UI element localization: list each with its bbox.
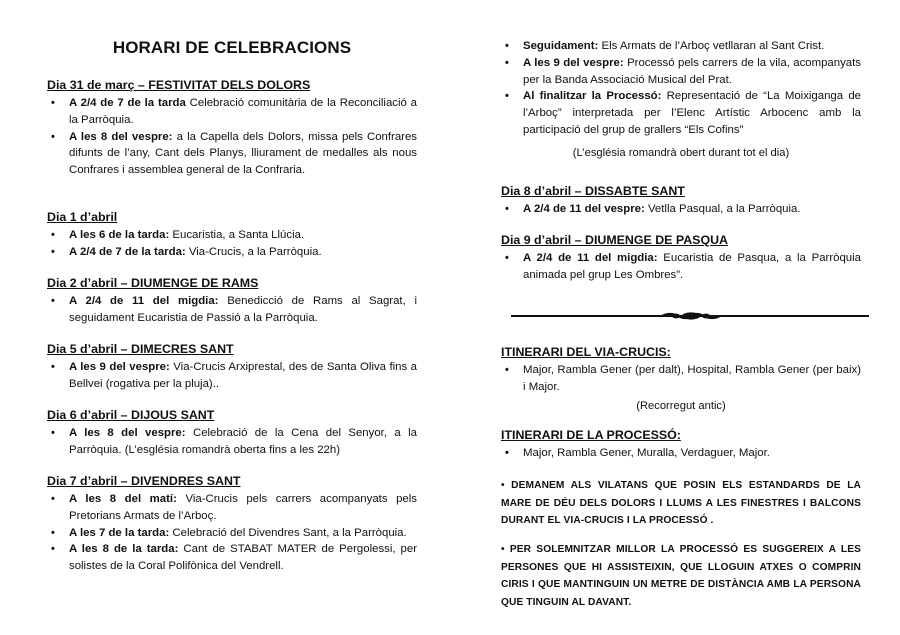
section-divendres-cont <box>501 38 861 161</box>
section-itinerari-processo <box>501 428 861 462</box>
section-heading: ITINERARI DEL VIA-CRUCIS: <box>501 345 671 359</box>
page-title: HORARI DE CELEBRACIONS <box>112 38 352 57</box>
event-item <box>47 425 417 459</box>
bullet-icon: • <box>505 252 509 264</box>
section-1-abril <box>47 210 417 261</box>
flourish-icon <box>660 311 722 321</box>
bullet-icon: • <box>505 447 509 459</box>
event-text: Eucaristia, a Santa Llúcia. <box>169 229 305 241</box>
event-item <box>47 541 417 575</box>
section-heading: ITINERARI DE LA PROCESSÓ: <box>501 428 681 442</box>
event-list <box>47 95 417 179</box>
section-heading: Dia 7 d’abril – DIVENDRES SANT <box>47 474 241 488</box>
bullet-icon: • <box>51 427 55 439</box>
bullet-icon: • <box>51 361 55 373</box>
section-rams <box>47 276 417 327</box>
section-heading: Dia 5 d’abril – DIMECRES SANT <box>47 342 234 356</box>
event-text: Via-Crucis Arxiprestal, des de Santa Oliva fins a Bellvei (rogativa per la pluja).. <box>69 361 417 390</box>
event-time: A les 9 del vespre: <box>523 56 624 69</box>
section-heading: Dia 9 d’abril – DIUMENGE DE PASQUA <box>501 233 728 247</box>
event-list <box>47 425 417 459</box>
event-item <box>47 129 417 179</box>
event-list <box>501 445 861 462</box>
event-text: Cant de STABAT MATER de Pergolessi, per solistes de la Coral Polifònica del Vendrell. <box>69 543 417 573</box>
event-time: A les 8 de la tarda: <box>69 543 179 556</box>
section-heading: Dia 8 d’abril – DISSABTE SANT <box>501 184 685 198</box>
event-time: A les 7 de la tarda: <box>69 526 170 539</box>
event-text: Via-Crucis, a la Parròquia. <box>185 245 322 258</box>
bullet-icon: • <box>505 56 509 69</box>
event-list <box>47 359 417 393</box>
bullet-icon: • <box>51 97 55 109</box>
bullet-icon: • <box>505 364 509 376</box>
event-item <box>501 38 861 55</box>
bullet-icon: • <box>51 229 55 241</box>
route-text: Major, Rambla Gener (per dalt), Hospital, Rambla Gener (per baix) i Major. <box>523 364 861 393</box>
section-heading: Dia 1 d’abril <box>47 210 118 224</box>
bullet-icon: • <box>51 543 55 556</box>
event-time: Al finalitzar la Processó: <box>523 90 662 103</box>
event-time: A les 8 del vespre: <box>69 130 173 143</box>
section-heading: Dia 2 d’abril – DIUMENGE DE RAMS <box>47 276 259 290</box>
event-list <box>501 250 861 284</box>
bullet-icon: • <box>51 526 55 539</box>
event-item <box>501 55 861 89</box>
event-text: Vetlla Pasqual, a la Parròquia. <box>644 203 801 215</box>
section-itinerari-via-crucis <box>501 345 861 414</box>
event-item <box>47 293 417 327</box>
section-heading: Dia 6 d’abril – DIJOUS SANT <box>47 408 215 422</box>
event-text: Eucaristia de Pasqua, a la Parròquia animada pel grup Les Ombres”. <box>523 252 861 281</box>
event-list <box>501 201 861 218</box>
event-time: A 2/4 de 7 de la tarda: <box>69 245 186 258</box>
event-time: A 2/4 de 7 de la tarda <box>69 97 186 109</box>
event-time: A les 9 del vespre: <box>69 361 170 373</box>
event-time: Seguidament: <box>523 40 599 52</box>
event-item <box>47 95 417 129</box>
event-list <box>501 38 861 139</box>
event-text: Celebració del Divendres Sant, a la Parròquia. <box>169 526 407 539</box>
bullet-icon: • <box>505 90 509 103</box>
event-text: Els Armats de l’Arboç vetllaran al Sant Crist. <box>598 40 825 52</box>
ornamental-divider <box>511 311 869 321</box>
route-note: (Recorregut antic) <box>636 399 726 412</box>
bullet-icon: • <box>51 245 55 258</box>
event-list <box>47 293 417 327</box>
event-text: Celebració de la Cena del Senyor, a la Parròquia. (L’església romandrà oberta fins a les 22h) <box>69 427 417 456</box>
event-item <box>501 201 861 218</box>
event-item <box>47 525 417 542</box>
event-text: Representació de “La Moixiganga de l’Arboç” interpretada per l’Elenc Artístic Arbocenc amb la participació del grup de grallers “Els Cofins” <box>523 90 861 136</box>
event-item <box>47 227 417 244</box>
section-dolors <box>47 78 417 179</box>
event-text: Processó pels carrers de la vila, acompanyats per la Banda Associació Musical del Prat. <box>523 56 861 86</box>
bullet-icon: • <box>51 130 55 143</box>
bullet-icon: • <box>51 295 55 307</box>
route-text: Major, Rambla Gener, Muralla, Verdaguer, Major. <box>523 447 770 459</box>
event-text: Celebració comunitària de la Reconciliació a la Parròquia. <box>69 97 418 126</box>
church-open-note: (L’església romandrà obert durant tot el dia) <box>572 146 790 159</box>
section-dimecres-sant <box>47 342 417 393</box>
event-time: A les 6 de la tarda: <box>69 229 170 241</box>
section-pasqua <box>501 233 861 284</box>
section-heading: Dia 31 de març – FESTIVITAT DELS DOLORS <box>47 78 311 92</box>
event-time: A 2/4 de 11 del migdia: <box>523 252 658 264</box>
event-time: A 2/4 de 11 del migdia: <box>69 295 219 307</box>
event-text: Via-Crucis pels carrers acompanyats pels Pretorians Armats de l’Arboç. <box>69 493 417 522</box>
route-item <box>501 445 861 462</box>
event-time: A 2/4 de 11 del vespre: <box>523 203 645 215</box>
event-text: Benedicció de Rams al Sagrat, i seguidament Eucaristia de Passió a la Parròquia. <box>69 295 417 324</box>
appeal-candles: • PER SOLEMNITZAR MILLOR LA PROCESSÓ ES SUGGEREIX A LES PERSONES QUE HI ASSISTEIXIN, QUE LLOGUIN ATXES O COMPRIN CIRIS I QUE MANTINGUIN UN METRE DE DISTÀNCIA AMB LA PERSONA QUE TINGUIN AL DAVANT. <box>501 544 861 608</box>
event-list <box>47 491 417 575</box>
bullet-icon: • <box>505 40 509 52</box>
event-item <box>47 491 417 525</box>
section-dijous-sant <box>47 408 417 459</box>
bullet-icon: • <box>51 493 55 505</box>
route-item <box>501 362 861 396</box>
event-list <box>501 362 861 396</box>
section-dissabte-sant <box>501 184 861 218</box>
section-divendres-sant <box>47 474 417 575</box>
event-list <box>47 227 417 261</box>
event-item <box>501 250 861 284</box>
appeal-banners: • DEMANEM ALS VILATANS QUE POSIN ELS ESTANDARDS DE LA MARE DE DÉU DELS DOLORS I LLUMS A LES FINESTRES I BALCONS DURANT EL VIA-CRUCIS I LA PROCESSÓ . <box>501 480 861 526</box>
bullet-icon: • <box>505 203 509 215</box>
event-item <box>47 359 417 393</box>
event-time: A les 8 del vespre: <box>69 427 186 439</box>
event-item <box>47 244 417 261</box>
event-text: a la Capella dels Dolors, missa pels Confrares difunts de l’any, Cant dels Planys, lliurament de medalles als nous Confrares i assemblea general de la Confraria. <box>69 130 417 177</box>
event-time: A les 8 del matí: <box>69 493 177 505</box>
event-item <box>501 88 861 138</box>
